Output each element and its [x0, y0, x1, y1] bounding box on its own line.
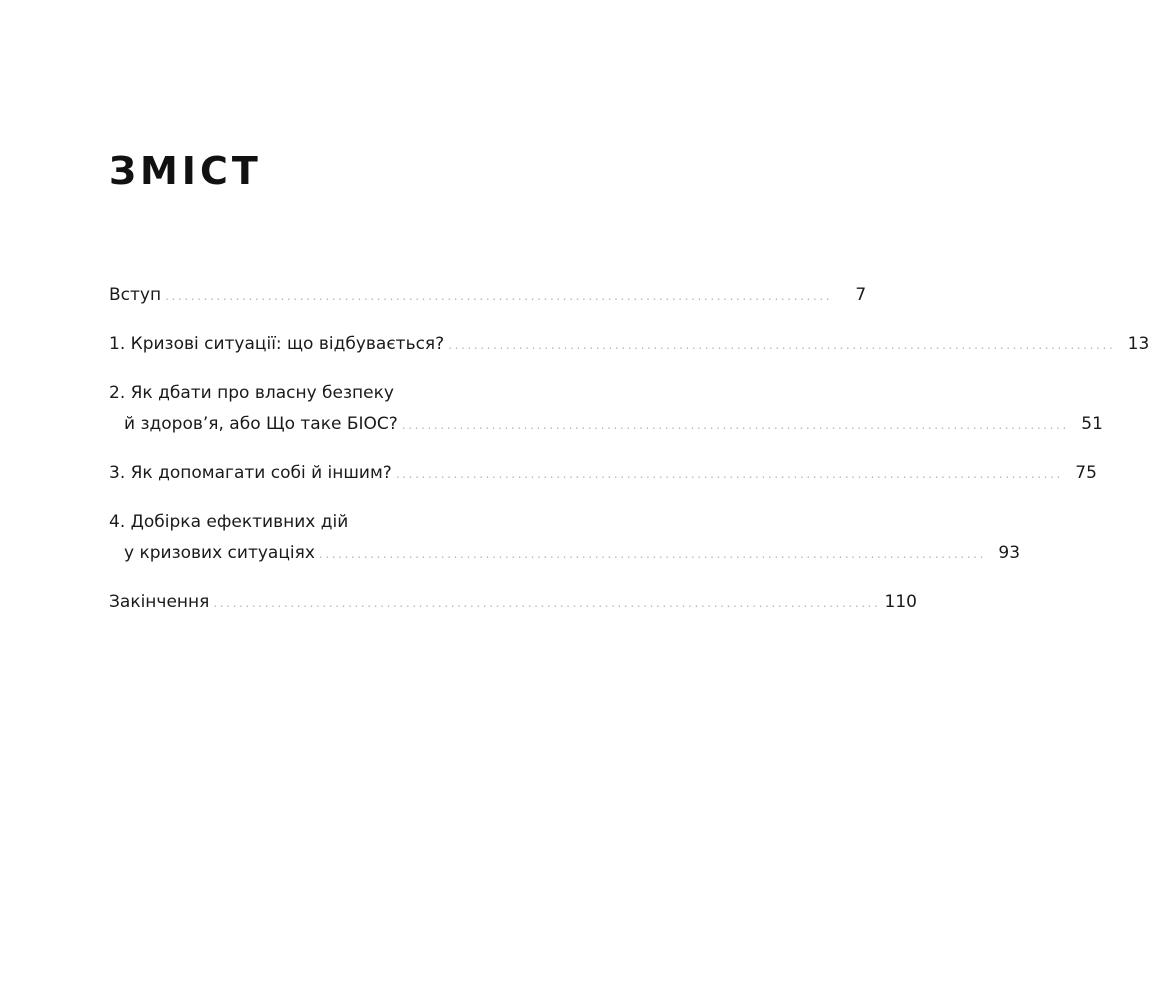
toc-entry-chapter-4[interactable]: [109, 507, 1021, 570]
toc-entry-conclusion[interactable]: [109, 587, 917, 619]
toc-entry-chapter-3[interactable]: [109, 458, 1097, 490]
toc-entry-chapter-1[interactable]: [109, 329, 1149, 361]
dot-leader: ........................................................................................................: [401, 418, 1069, 432]
toc-entry-label: Закінчення: [109, 592, 210, 612]
toc-page-number: 7: [855, 285, 867, 305]
dot-leader: ........................................................................................................: [165, 289, 833, 303]
toc-line: [109, 378, 539, 409]
toc-entry-label: 4. Добірка ефективних дій: [109, 512, 349, 532]
toc-entry-label: 3. Як допомагати собі й іншим?: [109, 463, 392, 483]
toc-entry-label: 1. Кризові ситуації: що відбувається?: [109, 334, 445, 354]
toc-line: [109, 329, 1149, 361]
toc-entry-chapter-2[interactable]: [109, 378, 1103, 441]
toc-line-continuation: [109, 538, 1021, 570]
toc-line: [109, 587, 917, 619]
toc-page-number: 110: [884, 592, 917, 612]
page-title: ЗМІСТ: [109, 149, 262, 193]
toc-page-number: 13: [1127, 334, 1149, 354]
toc-entry-label-continued: й здоров’я, або Що таке БІОС?: [124, 414, 398, 434]
toc-line: [109, 507, 539, 538]
dot-leader: ........................................................................................................: [318, 547, 987, 561]
dot-leader: ........................................................................................................: [448, 338, 1116, 352]
toc-entry-label: Вступ: [109, 285, 162, 305]
toc-page-number: 75: [1075, 463, 1097, 483]
toc-entry-intro[interactable]: [109, 280, 867, 312]
toc-line-continuation: [109, 409, 1103, 441]
table-of-contents: [109, 280, 1149, 636]
toc-line: [109, 458, 1097, 490]
toc-page-number: 51: [1081, 414, 1103, 434]
toc-entry-label-continued: у кризових ситуаціях: [124, 543, 315, 563]
toc-line: [109, 280, 867, 312]
toc-entry-label: 2. Як дбати про власну безпеку: [109, 383, 394, 403]
dot-leader: ........................................................................................................: [395, 467, 1063, 481]
dot-leader: ........................................................................................................: [213, 596, 881, 610]
toc-page-number: 93: [998, 543, 1021, 563]
